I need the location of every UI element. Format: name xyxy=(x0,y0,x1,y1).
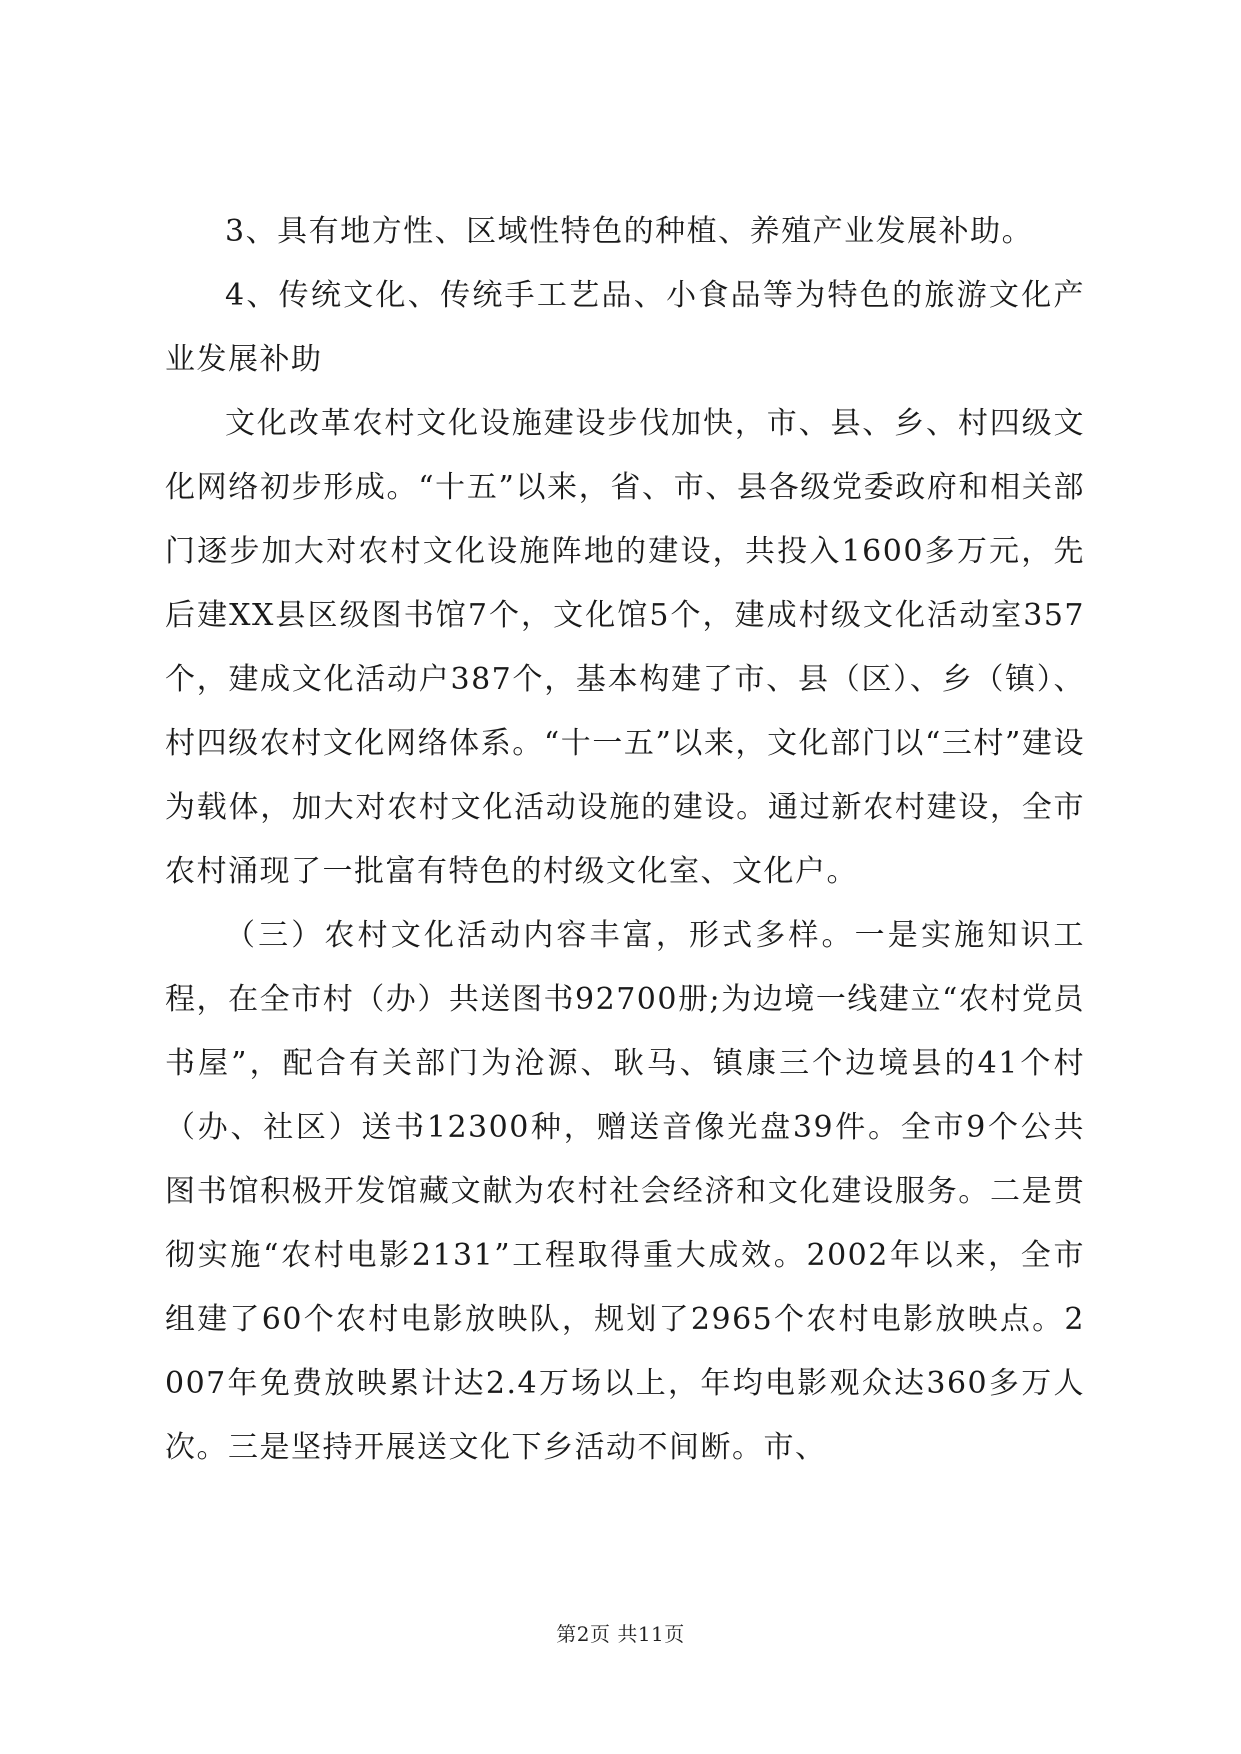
paragraph-cultural-reform: 文化改革农村文化设施建设步伐加快，市、县、乡、村四级文化网络初步形成。“十五”以来，省、市、县各级党委政府和相关部门逐步加大对农村文化设施阵地的建设，共投入1600多万元，先后建XX县区级图书馆7个，文化馆5个，建成村级文化活动室357个，建成文化活动户387个，基本构建了市、县（区）、乡（镇）、村四级农村文化网络体系。“十一五”以来，文化部门以“三村”建设为载体，加大对农村文化活动设施的建设。通过新农村建设，全市农村涌现了一批富有特色的村级文化室、文化户。 xyxy=(165,406,1085,889)
document-body xyxy=(165,200,1085,1480)
paragraph-item-3: 3、具有地方性、区域性特色的种植、养殖产业发展补助。 xyxy=(225,214,1034,249)
paragraph-item-4: 4、传统文化、传统手工艺品、小食品等为特色的旅游文化产业发展补助 xyxy=(165,278,1085,377)
paragraph-rural-activities: （三）农村文化活动内容丰富，形式多样。一是实施知识工程，在全市村（办）共送图书92700册;为边境一线建立“农村党员书屋”，配合有关部门为沧源、耿马、镇康三个边境县的41个村（办、社区）送书12300种，赠送音像光盘39件。全市9个公共图书馆积极开发馆藏文献为农村社会经济和文化建设服务。二是贯彻实施“农村电影2131”工程取得重大成效。2002年以来，全市组建了60个农村电影放映队，规划了2965个农村电影放映点。2007年免费放映累计达2.4万场以上，年均电影观众达360多万人次。三是坚持开展送文化下乡活动不间断。市、 xyxy=(165,918,1085,1465)
page-footer: 第2页 共11页 xyxy=(556,1622,685,1646)
